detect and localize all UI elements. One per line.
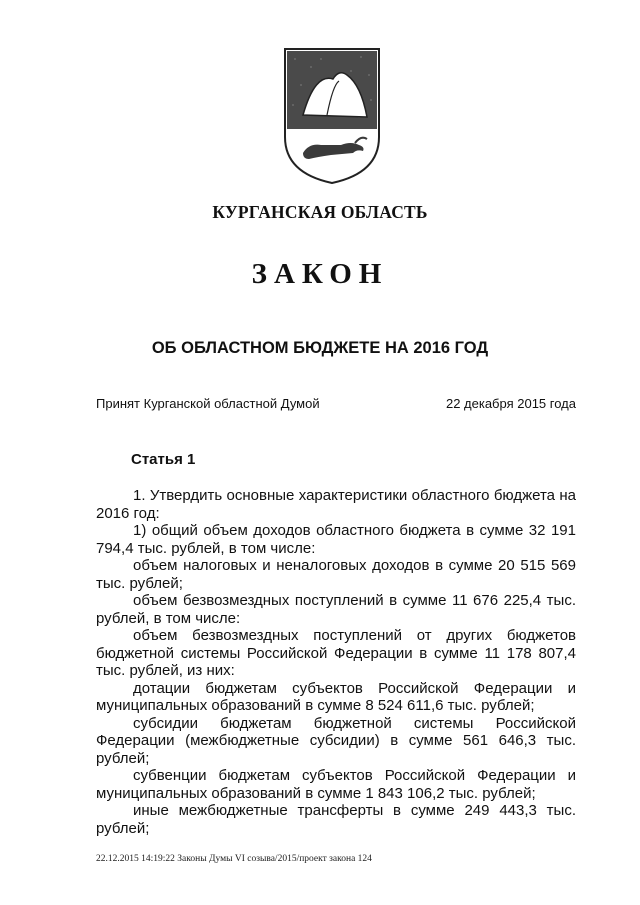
article-title: Статья 1 [131,451,196,468]
paragraph: субвенции бюджетам субъектов Российской Федерации и муниципальных образований в сумме 1 843 106,2 тыс. рублей; [96,767,576,802]
paragraph: иные межбюджетные трансферты в сумме 249 443,3 тыс. рублей; [96,802,576,837]
adopted-by: Принят Курганской областной Думой [96,396,320,411]
adoption-date: 22 декабря 2015 года [445,396,576,411]
region-title: КУРГАНСКАЯ ОБЛАСТЬ [212,202,428,222]
adoption-line [96,396,576,416]
coat-of-arms-icon [281,45,383,185]
article-body [96,487,576,837]
paragraph: 1. Утвердить основные характеристики областного бюджета на 2016 год: [96,487,576,522]
footer-stamp: 22.12.2015 14:19:22 Законы Думы VI созыва/2015/проект закона 124 [96,854,372,864]
paragraph: объем безвозмездных поступлений в сумме 11 676 225,4 тыс. рублей, в том числе: [96,592,576,627]
paragraph: 1) общий объем доходов областного бюджета в сумме 32 191 794,4 тыс. рублей, в том числе: [96,522,576,557]
paragraph: объем безвозмездных поступлений от других бюджетов бюджетной системы Российской Федерации в сумме 11 178 807,4 тыс. рублей, из них: [96,627,576,679]
paragraph: субсидии бюджетам бюджетной системы Российской Федерации (межбюджетные субсидии) в сумме 561 646,3 тыс. рублей; [96,714,576,767]
paragraph: дотации бюджетам субъектов Российской Федерации и муниципальных образований в сумме 8 524 611,6 тыс. рублей; [96,679,576,714]
document-type: ЗАКОН [251,258,389,290]
law-subject: ОБ ОБЛАСТНОМ БЮДЖЕТЕ НА 2016 ГОД [151,339,489,357]
paragraph: объем налоговых и неналоговых доходов в сумме 20 515 569 тыс. рублей; [96,557,576,592]
